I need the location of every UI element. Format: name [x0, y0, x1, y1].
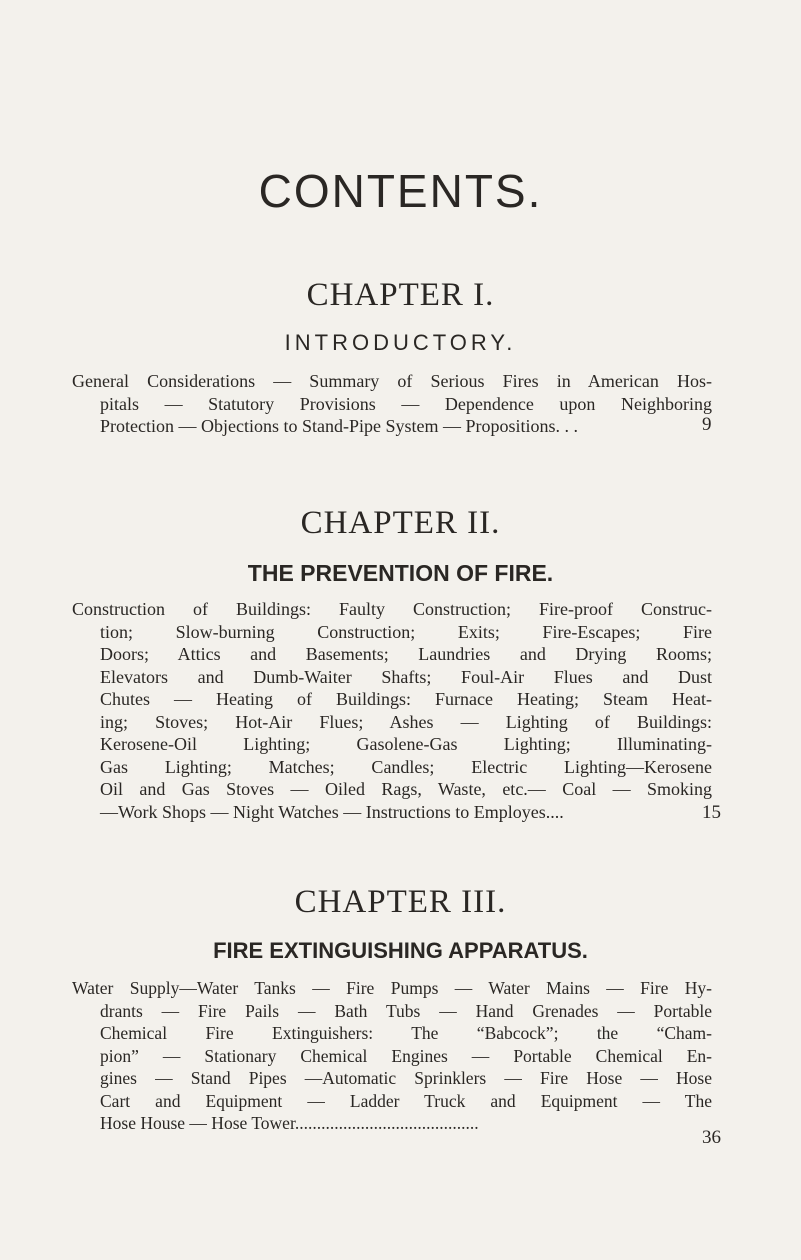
chapter-summary: [72, 598, 712, 823]
page-title: CONTENTS.: [258, 165, 543, 217]
summary-line: —Work Shops — Night Watches — Instructions to Employes....: [100, 801, 564, 822]
summary-line: tion; Slow-burning Construction; Exits; Fire-Escapes; Fire: [100, 621, 712, 642]
summary-line: General Considerations — Summary of Serious Fires in American Hos-: [72, 371, 712, 391]
chapter-summary: [72, 977, 712, 1135]
summary-line: Chutes — Heating of Buildings: Furnace Heating; Steam Heat-: [100, 689, 712, 709]
chapter-subtitle: THE PREVENTION OF FIRE.: [247, 560, 554, 586]
chapter-summary: [72, 370, 712, 438]
summary-line: Oil and Gas Stoves — Oiled Rags, Waste, etc.— Coal — Smoking: [100, 779, 712, 799]
summary-line: Construction of Buildings: Faulty Construction; Fire-proof Construc-: [72, 599, 712, 619]
summary-line: Chemical Fire Extinguishers: The “Babcock”; the “Cham-: [100, 1023, 712, 1043]
summary-line: Water Supply—Water Tanks — Fire Pumps — Water Mains — Fire Hy-: [72, 978, 712, 998]
chapter-heading: CHAPTER I.: [306, 277, 495, 313]
summary-line: Gas Lighting; Matches; Candles; Electric Lighting—Kerosene: [100, 756, 712, 777]
page-number: 9: [702, 414, 712, 435]
chapter-heading: CHAPTER III.: [294, 884, 507, 920]
summary-line: ing; Stoves; Hot-Air Flues; Ashes — Lighting of Buildings:: [100, 711, 712, 732]
summary-line: Kerosene-Oil Lighting; Gasolene-Gas Lighting; Illuminating-: [100, 734, 712, 754]
chapter-subtitle: INTRODUCTORY.: [284, 330, 517, 355]
summary-line: pitals — Statutory Provisions — Dependence upon Neighboring: [100, 393, 712, 414]
page-number: 36: [702, 1127, 721, 1148]
summary-line: drants — Fire Pails — Bath Tubs — Hand Grenades — Portable: [100, 1000, 712, 1021]
chapter-subtitle: FIRE EXTINGUISHING APPARATUS.: [213, 938, 588, 963]
summary-line: Hose House — Hose Tower..........................................: [100, 1113, 479, 1133]
chapter-heading: CHAPTER II.: [300, 505, 501, 541]
page-number: 15: [702, 802, 721, 823]
summary-line: gines — Stand Pipes —Automatic Sprinklers — Fire Hose — Hose: [100, 1068, 712, 1088]
summary-line: Elevators and Dumb-Waiter Shafts; Foul-Air Flues and Dust: [100, 666, 712, 687]
summary-line: Doors; Attics and Basements; Laundries and Drying Rooms;: [100, 644, 712, 664]
summary-line: Protection — Objections to Stand-Pipe System — Propositions. . .: [100, 416, 578, 436]
summary-line: pion” — Stationary Chemical Engines — Portable Chemical En-: [100, 1045, 712, 1066]
summary-line: Cart and Equipment — Ladder Truck and Equipment — The: [100, 1090, 712, 1111]
